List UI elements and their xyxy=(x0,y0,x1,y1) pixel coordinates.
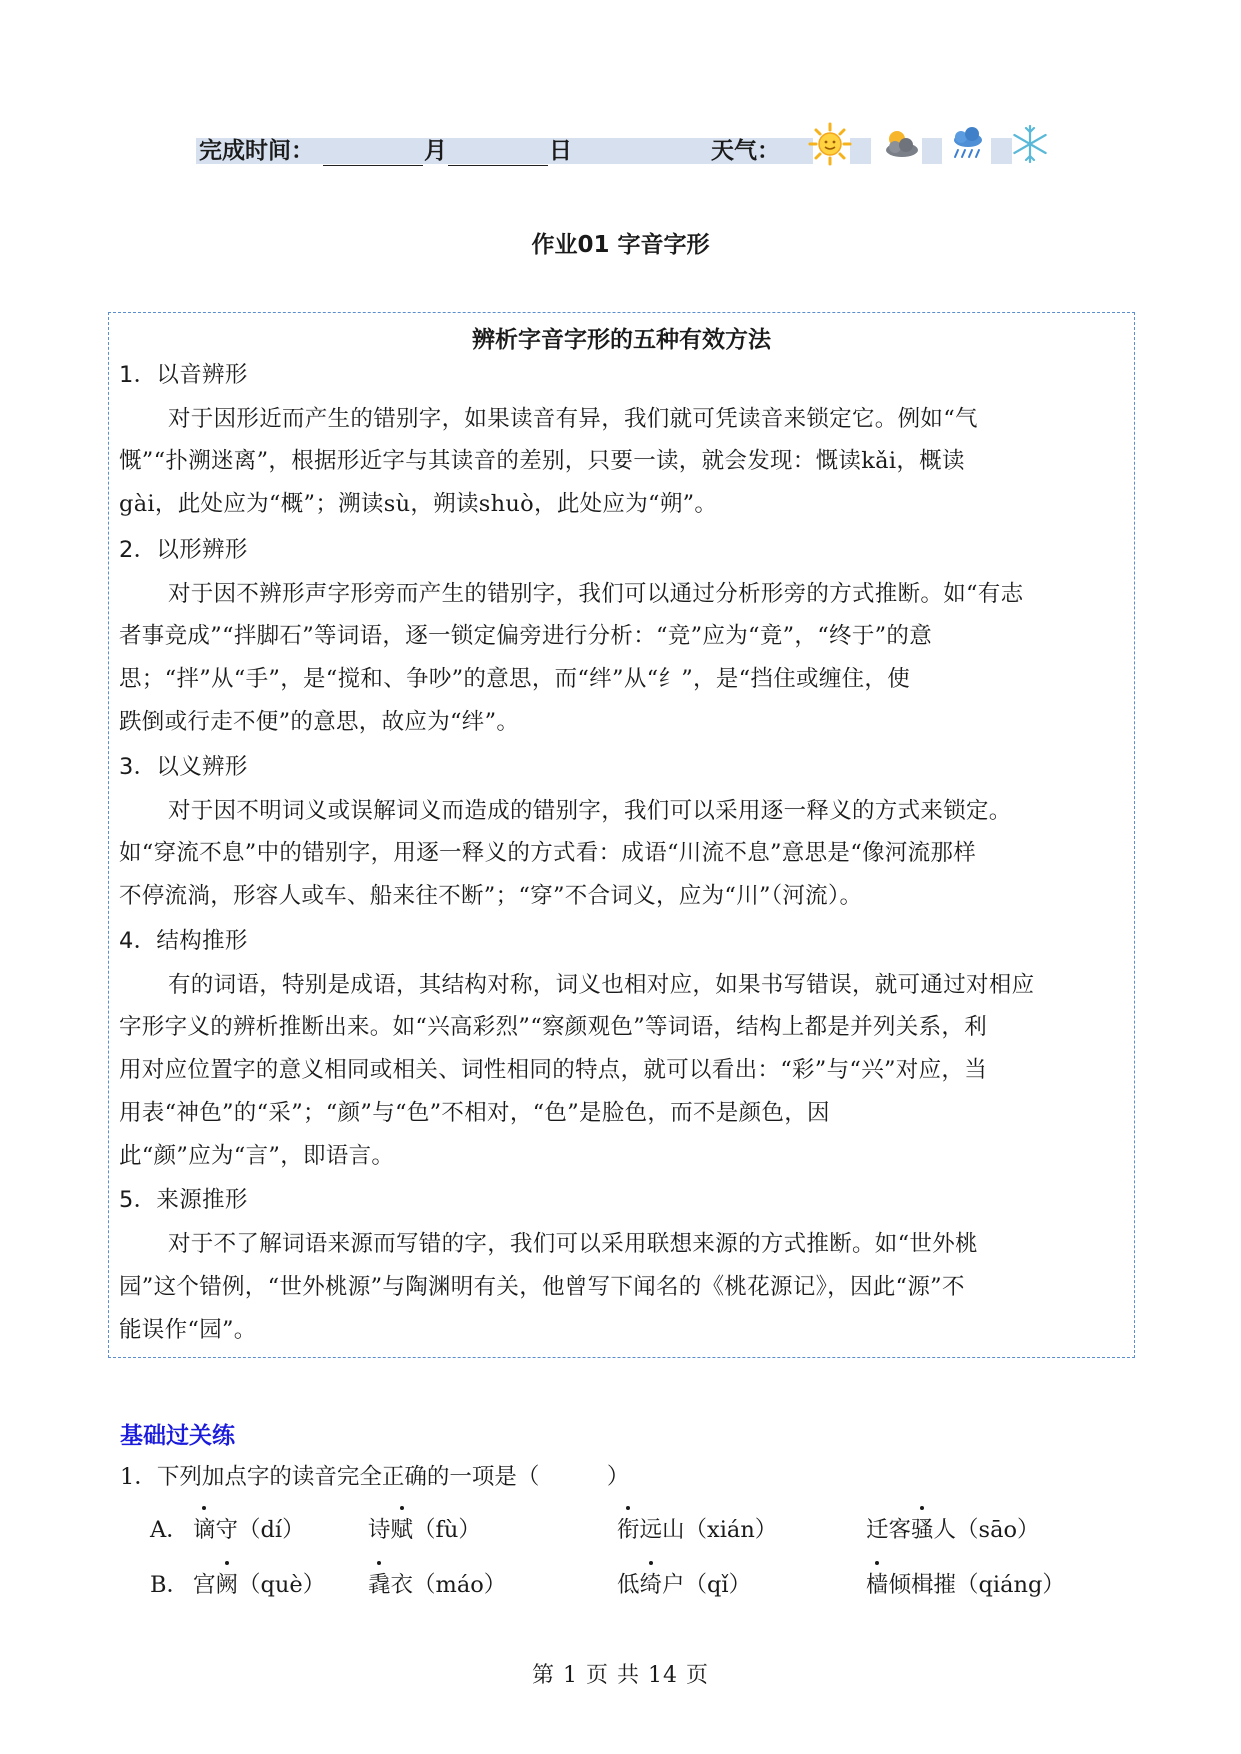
paragraph-line: 不停流淌，形容人或车、船来往不断”；“穿”不合词义，应为“川”（河流）。 xyxy=(119,883,863,909)
day-label: 日 xyxy=(549,138,572,164)
paragraph-line: 能误作“园”。 xyxy=(119,1317,257,1343)
question-stem: 1．下列加点字的读音完全正确的一项是（ ） xyxy=(120,1464,630,1490)
option-text: 诗 xyxy=(368,1517,391,1543)
snowflake-icon[interactable] xyxy=(1008,122,1052,166)
month-blank[interactable] xyxy=(323,136,423,166)
dotted-character: 樯 xyxy=(866,1567,889,1599)
paragraph-line: 有的词语，特别是成语，其结构对称，词义也相对应，如果书写错误，就可通过对相应 xyxy=(168,972,1035,998)
paragraph-line: 对于不了解词语来源而写错的字，我们可以采用联想来源的方式推断。如“世外桃 xyxy=(168,1231,978,1257)
completion-header xyxy=(196,136,1046,166)
page-title: 作业01 字音字形 xyxy=(531,232,710,258)
option-b-item xyxy=(866,1567,1065,1599)
option-b-item xyxy=(193,1567,325,1599)
option-a-item xyxy=(368,1512,481,1544)
paragraph-line: 如“穿流不息”中的错别字，用逐一释义的方式看：成语“川流不息”意思是“像河流那样 xyxy=(119,840,977,866)
method-heading: 4．结构推形 xyxy=(119,928,248,954)
option-text: 衣（máo） xyxy=(390,1572,507,1598)
paragraph-line: 园”这个错例，“世外桃源”与陶渊明有关，他曾写下闻名的《桃花源记》，因此“源”不 xyxy=(119,1274,965,1300)
method-box xyxy=(108,312,1135,1358)
method-heading: 3．以义辨形 xyxy=(119,754,248,780)
paragraph-line: 思；“拌”从“手”，是“搅和、争吵”的意思，而“绊”从“纟”，是“挡住或缠住，使 xyxy=(119,666,911,692)
paragraph-line: 对于因不辨形声字形旁而产生的错别字，我们可以通过分析形旁的方式推断。如“有志 xyxy=(168,581,1024,607)
month-label: 月 xyxy=(424,138,447,164)
rainy-icon[interactable] xyxy=(946,122,990,166)
dotted-character: 阙 xyxy=(216,1567,239,1599)
page-footer: 第 1 页 共 14 页 xyxy=(532,1663,709,1688)
weather-label: 天气： xyxy=(711,138,780,164)
paragraph-line: 用对应位置字的意义相同或相关、词性相同的特点，就可以看出：“彩”与“兴”对应，当 xyxy=(119,1057,988,1083)
method-heading: 1．以音辨形 xyxy=(119,362,248,388)
option-text: 倾楫摧（qiáng） xyxy=(888,1572,1065,1598)
method-heading: 2．以形辨形 xyxy=(119,537,248,563)
option-a-item xyxy=(193,1512,305,1544)
paragraph-line: 对于因形近而产生的错别字，如果读音有异，我们就可凭读音来锁定它。例如“气 xyxy=(168,406,978,432)
option-b-item xyxy=(368,1567,506,1599)
day-blank[interactable] xyxy=(448,136,548,166)
option-text: 迁客 xyxy=(866,1517,912,1543)
option-text: 户（qǐ） xyxy=(662,1572,752,1598)
option-a-item xyxy=(866,1512,1040,1544)
option-a-item xyxy=(617,1512,777,1544)
option-text: （fù） xyxy=(413,1517,481,1543)
option-text: 宫 xyxy=(193,1572,216,1598)
method-heading: 5．来源推形 xyxy=(119,1187,248,1213)
paragraph-line: 字形字义的辨析推断出来。如“兴高彩烈”“察颜观色”等词语，结构上都是并列关系，利 xyxy=(119,1014,988,1040)
option-text: 低 xyxy=(617,1572,640,1598)
option-text: 守（dí） xyxy=(215,1517,305,1543)
option-text: 远山（xián） xyxy=(639,1517,778,1543)
paragraph-line: 慨”“扑溯迷离”，根据形近字与其读音的差别，只要一读，就会发现：慨读kǎi，概读 xyxy=(119,448,965,474)
section-title: 基础过关练 xyxy=(120,1423,235,1449)
option-letter-a[interactable]: A． xyxy=(150,1517,189,1543)
paragraph-line: 对于因不明词义或误解词义而造成的错别字，我们可以采用逐一释义的方式来锁定。 xyxy=(168,798,1012,824)
option-text: 人（sāo） xyxy=(933,1517,1040,1543)
dotted-character: 绮 xyxy=(640,1567,663,1599)
completion-time-label: 完成时间： xyxy=(199,138,314,164)
dotted-character: 骚 xyxy=(911,1512,934,1544)
box-title: 辨析字音字形的五种有效方法 xyxy=(472,327,771,353)
header-highlight xyxy=(850,138,871,164)
dotted-character: 谪 xyxy=(193,1512,216,1544)
paragraph-line: 者事竞成”“拌脚石”等词语，逐一锁定偏旁进行分析：“竞”应为“竟”，“终于”的意 xyxy=(119,623,933,649)
paragraph-line: 此“颜”应为“言”，即语言。 xyxy=(119,1143,395,1169)
sunny-icon[interactable] xyxy=(808,122,852,166)
paragraph-line: gài，此处应为“概”；溯读sù，朔读shuò，此处应为“朔”。 xyxy=(119,491,718,517)
paragraph-line: 跌倒或行走不便”的意思，故应为“绊”。 xyxy=(119,709,520,735)
header-highlight xyxy=(922,138,942,164)
dotted-character: 衔 xyxy=(617,1512,640,1544)
dotted-character: 毳 xyxy=(368,1567,391,1599)
partly-cloudy-icon[interactable] xyxy=(878,122,922,166)
dotted-character: 赋 xyxy=(391,1512,414,1544)
option-text: （què） xyxy=(238,1572,326,1598)
paragraph-line: 用表“神色”的“采”；“颜”与“色”不相对，“色”是脸色，而不是颜色，因 xyxy=(119,1100,830,1126)
option-b-item xyxy=(617,1567,751,1599)
option-letter-b[interactable]: B． xyxy=(150,1572,190,1598)
